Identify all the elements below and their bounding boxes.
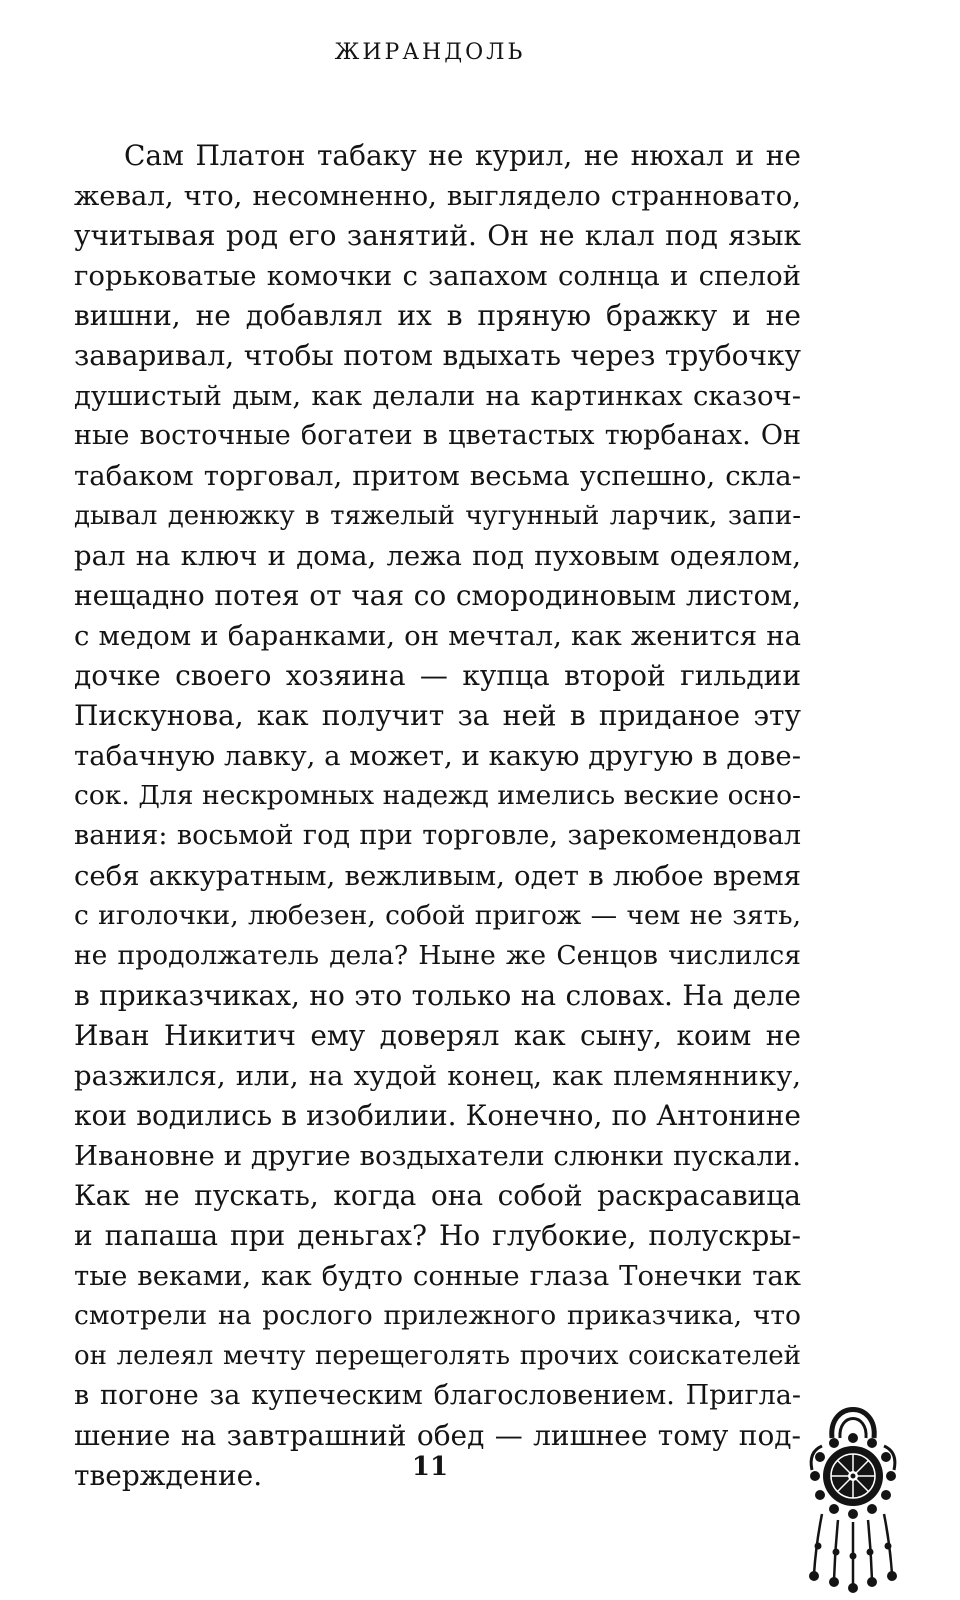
- page-number: 11: [411, 1452, 449, 1482]
- text-line: рал на ключ и дома, лежа под пуховым одеялом,: [74, 540, 801, 572]
- text-line: Пискунова, как получит за ней в приданое эту: [74, 699, 801, 732]
- text-line: сок. Для нескромных надежд имелись веские осно-: [74, 780, 801, 811]
- text-line: вишни, не добавлял их в пряную бражку и не: [74, 299, 801, 332]
- text-line: кои водились в изобилии. Конечно, по Антонине: [74, 1099, 801, 1132]
- text-line: и папаша при деньгах? Но глубокие, полускры-: [74, 1219, 801, 1252]
- text-line: в погоне за купеческим благословением. Пригла-: [74, 1380, 801, 1411]
- text-line: дочке своего хозяина — купца второй гильдии: [74, 659, 801, 692]
- text-line: Ивановне и другие воздыхатели слюнки пускали.: [74, 1140, 801, 1172]
- text-line: себя аккуратным, вежливым, одет в любое время: [74, 860, 801, 892]
- text-line: учитывая род его занятий. Он не клал под язык: [74, 219, 801, 252]
- body-paragraph: [74, 136, 801, 1496]
- text-line: тые веками, как будто сонные глаза Тонечки так: [74, 1260, 801, 1292]
- text-line: не продолжатель дела? Ныне же Сенцов числился: [74, 940, 801, 971]
- text-line: горьковатые комочки с запахом солнца и спелой: [74, 260, 801, 292]
- text-line: ные восточные богатеи в цветастых тюрбанах. Он: [74, 420, 801, 451]
- text-line: Иван Никитич ему доверял как сыну, коим не: [74, 1019, 801, 1052]
- text-line: смотрели на рослого прилежного приказчика, что: [74, 1300, 801, 1331]
- text-line: вания: восьмой год при торговле, зарекомендовал: [74, 820, 801, 851]
- girandole-ornament-icon: [798, 1386, 908, 1596]
- text-line: заваривал, чтобы потом вдыхать через трубочку: [74, 339, 801, 372]
- text-line: дывал денюжку в тяжелый чугунный ларчик, запи-: [74, 501, 801, 531]
- text-line: нещадно потея от чая со смородиновым листом,: [74, 579, 801, 612]
- text-line: он лелеял мечту перещеголять прочих соискателей: [74, 1341, 801, 1371]
- text-line: разжился, или, на худой конец, как племяннику,: [74, 1060, 801, 1092]
- text-line: с медом и баранками, он мечтал, как женится на: [74, 620, 801, 652]
- text-line: табаком торговал, притом весьма успешно, скла-: [74, 460, 801, 492]
- text-line: Как не пускать, когда она собой раскрасавица: [74, 1179, 801, 1212]
- text-line: тверждение.: [74, 1459, 263, 1492]
- text-line: шение на завтрашний обед — лишнее тому под-: [74, 1419, 801, 1452]
- running-head-title: ЖИРАНДОЛЬ: [334, 40, 526, 65]
- text-line: в приказчиках, но это только на словах. На деле: [74, 979, 801, 1012]
- text-line: душистый дым, как делали на картинках сказоч-: [74, 380, 801, 412]
- text-line: табачную лавку, а может, и какую другую в дове-: [74, 740, 801, 772]
- text-line: Сам Платон табаку не курил, не нюхал и не: [124, 139, 801, 172]
- text-line: с иголочки, любезен, собой пригож — чем не зять,: [74, 900, 801, 931]
- text-line: жевал, что, несомненно, выглядело странновато,: [74, 180, 801, 212]
